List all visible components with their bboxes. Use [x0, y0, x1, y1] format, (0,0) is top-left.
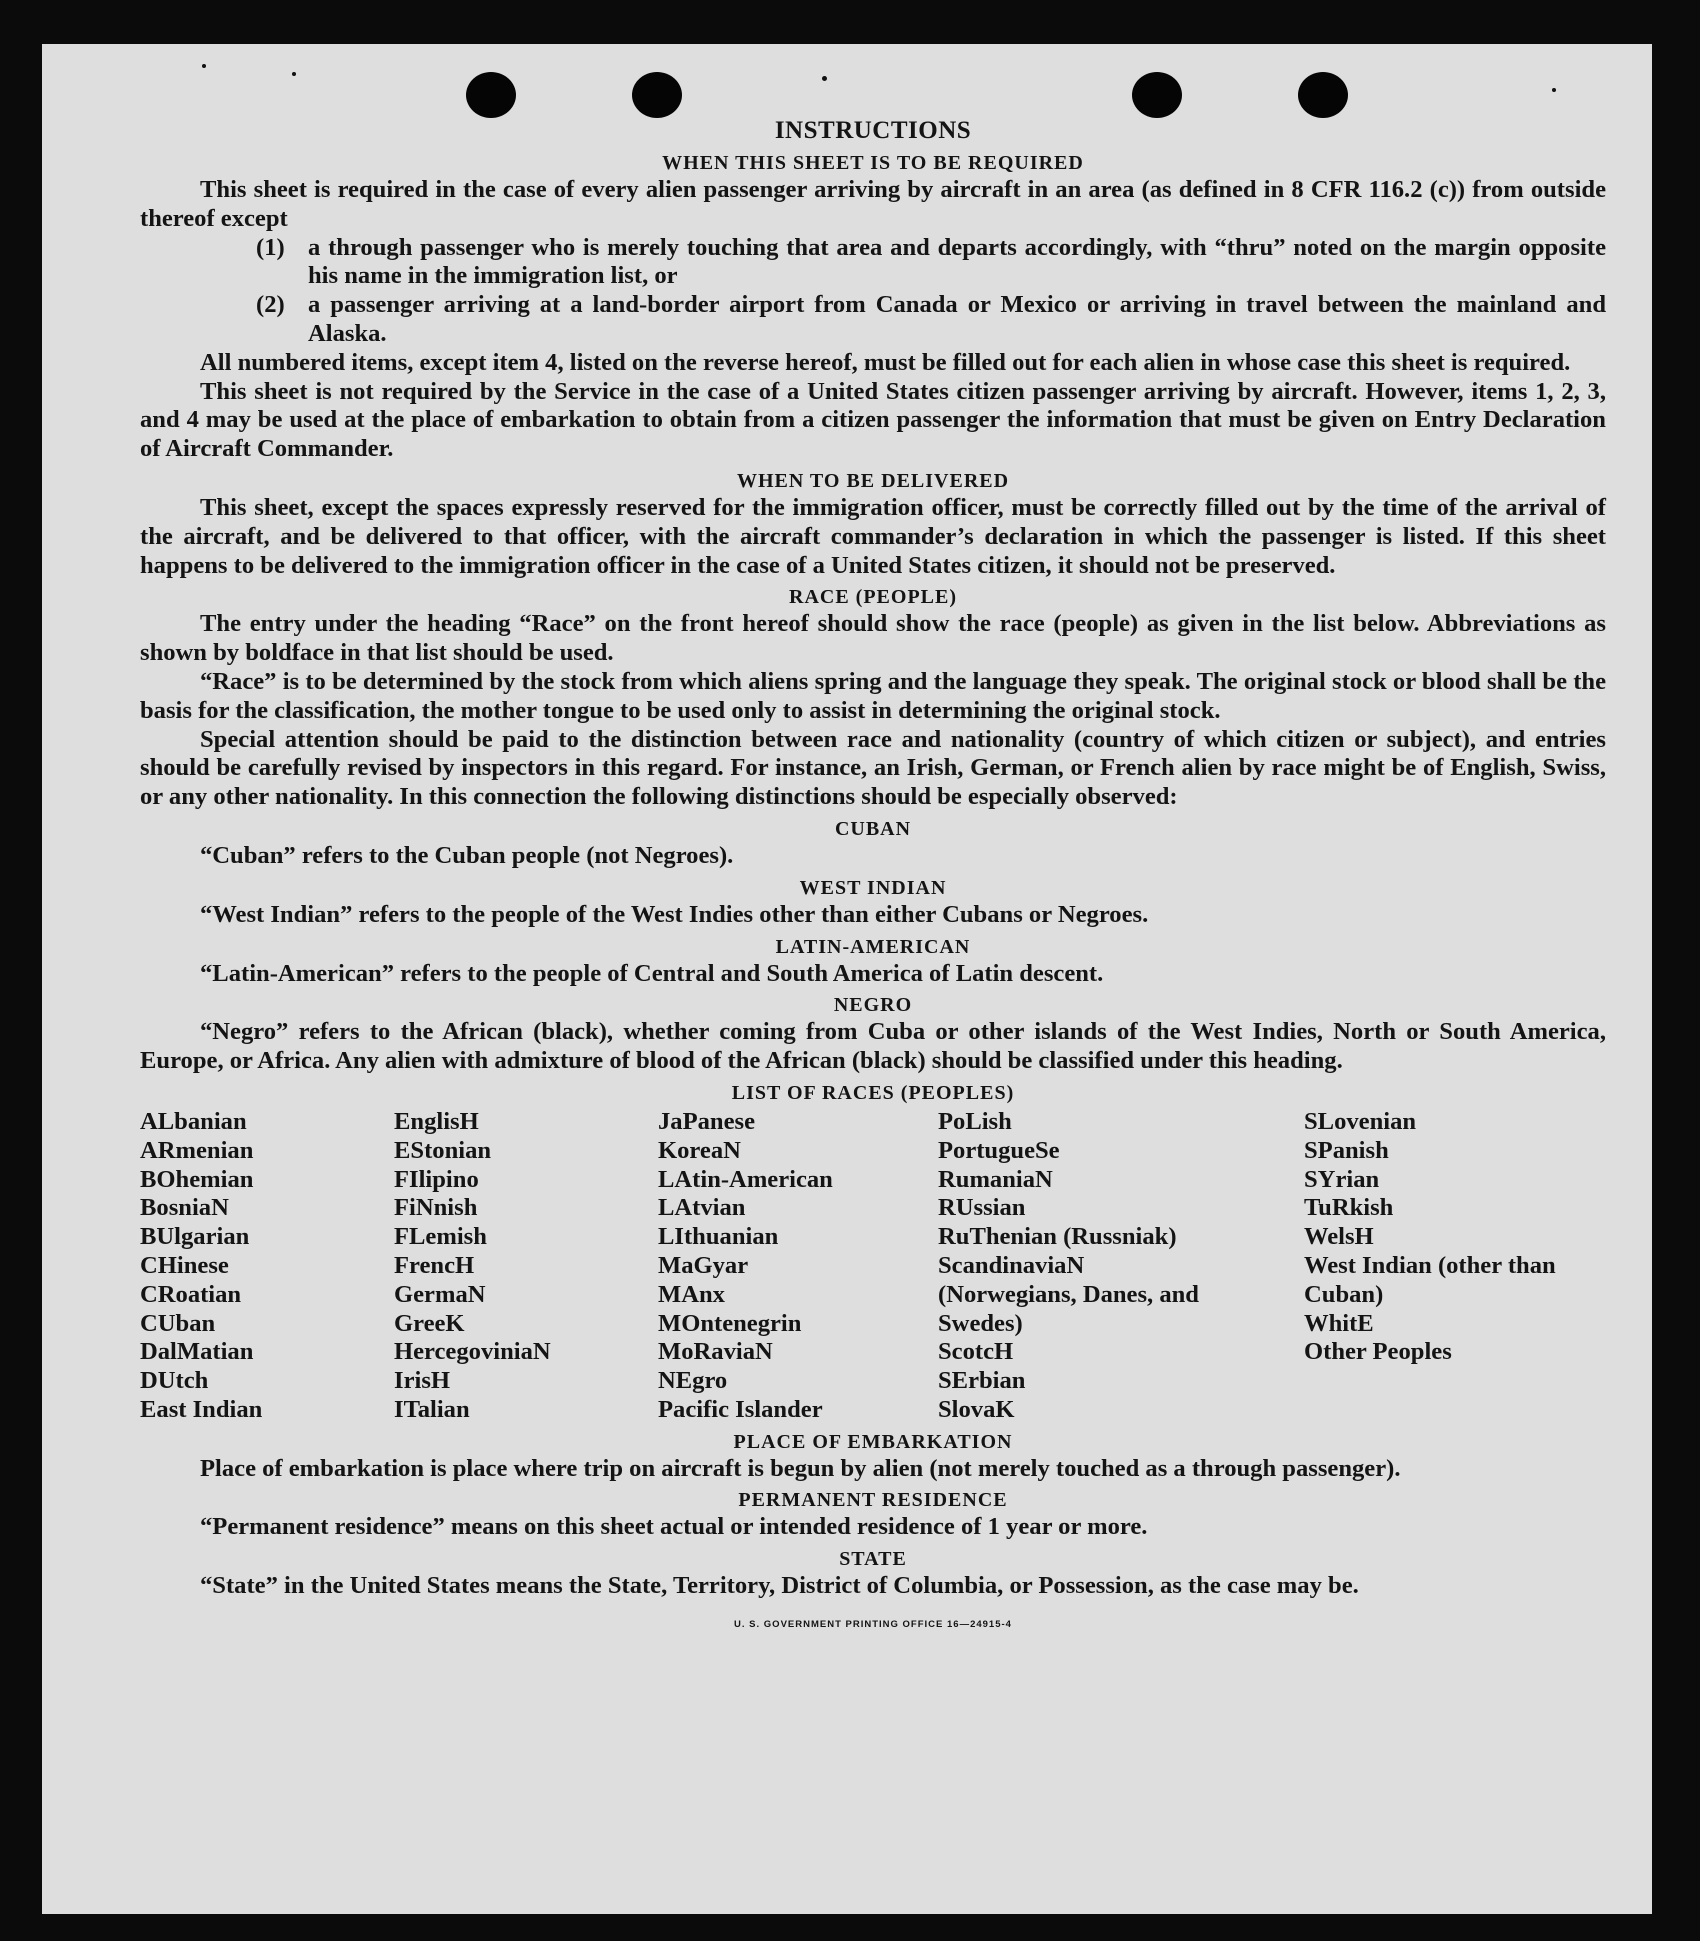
race-column — [394, 1108, 658, 1425]
list-item-number: (2) — [256, 291, 285, 319]
race-item: SPanish — [1304, 1136, 1389, 1164]
list-item — [140, 291, 1606, 349]
race-item: JaPanese — [658, 1107, 755, 1135]
race-item: MOntenegrin — [658, 1309, 802, 1337]
race-item: DUtch — [140, 1367, 209, 1395]
section-heading: PLACE OF EMBARKATION — [733, 1430, 1013, 1453]
section-heading: WHEN TO BE DELIVERED — [736, 469, 1010, 492]
race-item: DalMatian — [140, 1338, 254, 1366]
race-item: West Indian (other than Cuban) — [1304, 1251, 1556, 1308]
race-item: Other Peoples — [1304, 1338, 1452, 1366]
race-item: LAtvian — [658, 1194, 746, 1222]
race-item: RuThenian (Russniak) — [938, 1223, 1177, 1251]
race-item: NEgro — [658, 1367, 728, 1395]
section-heading: NEGRO — [833, 994, 913, 1017]
race-item: SErbian — [938, 1367, 1026, 1395]
race-item: GermaN — [394, 1280, 486, 1308]
race-item: KoreaN — [658, 1136, 741, 1164]
section-heading: CUBAN — [834, 817, 912, 840]
race-item: LIthuanian — [658, 1223, 779, 1251]
paragraph: All numbered items, except item 4, listed on the reverse hereof, must be filled out for each alien in whose case this sheet is required. — [200, 348, 1571, 376]
race-item: CUban — [140, 1309, 216, 1337]
paragraph: “Permanent residence” means on this sheet actual or intended residence of 1 year or more. — [200, 1513, 1148, 1541]
race-item: FrencH — [394, 1251, 475, 1279]
document-title: INSTRUCTIONS — [774, 117, 972, 144]
paragraph: Special attention should be paid to the distinction between race and nationality (country of which citizen or subject), and entries should be carefully revised by inspectors in this regard. For instance, an Irish, German, or French alien by race might be of English, Swiss, or any other nationality. In this connection the following distinctions should be especially observed: — [140, 725, 1606, 811]
race-item: East Indian — [140, 1395, 263, 1423]
list-item-text: a through passenger who is merely touching that area and departs accordingly, with “thru” noted on the margin opposite his name in the immigration list, or — [308, 233, 1606, 290]
race-item: ScotcH — [938, 1338, 1014, 1366]
paragraph: This sheet is required in the case of every alien passenger arriving by aircraft in an area (as defined in 8 CFR 116.2 (c)) from outside thereof except — [140, 176, 1606, 232]
race-item: ARmenian — [140, 1136, 254, 1164]
race-item: GreeK — [394, 1309, 465, 1337]
race-list — [140, 1108, 1606, 1425]
race-column — [658, 1108, 938, 1425]
race-item: BosniaN — [140, 1194, 229, 1222]
race-item: RumaniaN — [938, 1165, 1053, 1193]
punch-hole — [1132, 72, 1182, 118]
race-item: MaGyar — [658, 1251, 749, 1279]
paper-speck — [822, 76, 827, 81]
section-heading: LATIN-AMERICAN — [775, 935, 971, 958]
race-item: EnglisH — [394, 1107, 479, 1135]
race-item: SlovaK — [938, 1395, 1015, 1423]
race-item: LAtin-American — [658, 1165, 833, 1193]
section-heading: RACE (PEOPLE) — [789, 586, 957, 609]
paragraph: “West Indian” refers to the people of the West Indies other than either Cubans or Negroes. — [200, 900, 1149, 928]
race-item: FIlipino — [394, 1165, 479, 1193]
race-column — [1304, 1108, 1564, 1425]
section-heading: WEST INDIAN — [799, 876, 947, 899]
printing-office-imprint: U. S. GOVERNMENT PRINTING OFFICE 16—24915-4 — [734, 1619, 1012, 1631]
race-item: HercegoviniaN — [394, 1338, 551, 1366]
section-heading: PERMANENT RESIDENCE — [738, 1489, 1008, 1512]
section-heading: WHEN THIS SHEET IS TO BE REQUIRED — [662, 152, 1084, 174]
paragraph: “Race” is to be determined by the stock from which aliens spring and the language they speak. The original stock or blood shall be the basis for the classification, the mother tongue to be used only to assist in determining the original stock. — [140, 667, 1606, 724]
race-item: CRoatian — [140, 1280, 242, 1308]
race-item: RUssian — [938, 1194, 1026, 1222]
race-item: ScandinaviaN (Norwegians, Danes, and Swedes) — [938, 1251, 1199, 1337]
race-item: IrisH — [394, 1367, 451, 1395]
document-page — [42, 44, 1652, 1914]
paper-speck — [292, 72, 296, 76]
race-item: WelsH — [1304, 1223, 1374, 1251]
paragraph: This sheet, except the spaces expressly reserved for the immigration officer, must be correctly filled out by the time of the arrival of the aircraft, and be delivered to that officer, with the aircraft commander’s declaration in which the passenger is listed. If this sheet happens to be delivered to the immigration officer in the case of a United States citizen, it should not be preserved. — [140, 493, 1606, 579]
paper-speck — [1552, 88, 1556, 92]
race-item: SYrian — [1304, 1165, 1380, 1193]
paper-speck — [202, 64, 206, 68]
paragraph: This sheet is not required by the Service in the case of a United States citizen passenger arriving by aircraft. However, items 1, 2, 3, and 4 may be used at the place of embarkation to obtain from a citizen passenger the information that must be given on Entry Declaration of Aircraft Commander. — [140, 377, 1606, 463]
race-item: Pacific Islander — [658, 1395, 823, 1423]
race-item: MoRaviaN — [658, 1338, 773, 1366]
race-item: EStonian — [394, 1136, 492, 1164]
punch-hole — [632, 72, 682, 118]
race-column — [140, 1108, 394, 1425]
race-item: BOhemian — [140, 1165, 254, 1193]
section-heading: LIST OF RACES (PEOPLES) — [731, 1081, 1015, 1104]
paragraph: “Latin-American” refers to the people of Central and South America of Latin descent. — [200, 959, 1104, 987]
race-item: FiNnish — [394, 1194, 478, 1222]
race-item: PoLish — [938, 1107, 1012, 1135]
punch-hole — [466, 72, 516, 118]
race-item: CHinese — [140, 1251, 229, 1279]
paragraph: The entry under the heading “Race” on the front hereof should show the race (people) as given in the list below. Abbreviations as shown by boldface in that list should be used. — [140, 610, 1606, 667]
instructions-body — [140, 116, 1606, 1640]
race-item: SLovenian — [1304, 1107, 1417, 1135]
race-item: ITalian — [394, 1395, 470, 1423]
list-item-text: a passenger arriving at a land-border airport from Canada or Mexico or arriving in travel between the mainland and Alaska. — [308, 291, 1606, 347]
race-item: BUlgarian — [140, 1223, 250, 1251]
race-item: TuRkish — [1304, 1194, 1394, 1222]
race-item: WhitE — [1304, 1309, 1374, 1337]
paragraph: “Negro” refers to the African (black), whether coming from Cuba or other islands of the West Indies, North or South America, Europe, or Africa. Any alien with admixture of blood of the African (black) should be classified under this heading. — [140, 1018, 1606, 1075]
race-column — [938, 1108, 1304, 1425]
race-item: PortugueSe — [938, 1136, 1060, 1164]
paragraph: “Cuban” refers to the Cuban people (not Negroes). — [200, 841, 734, 869]
list-item — [140, 234, 1606, 292]
race-item: MAnx — [658, 1280, 725, 1308]
race-item: ALbanian — [140, 1107, 247, 1135]
paragraph: “State” in the United States means the State, Territory, District of Columbia, or Possession, as the case may be. — [200, 1572, 1359, 1600]
list-item-number: (1) — [256, 233, 285, 261]
section-heading: STATE — [839, 1548, 907, 1571]
paragraph: Place of embarkation is place where trip on aircraft is begun by alien (not merely touched as a through passenger). — [200, 1454, 1401, 1482]
punch-hole — [1298, 72, 1348, 118]
race-item: FLemish — [394, 1223, 487, 1251]
